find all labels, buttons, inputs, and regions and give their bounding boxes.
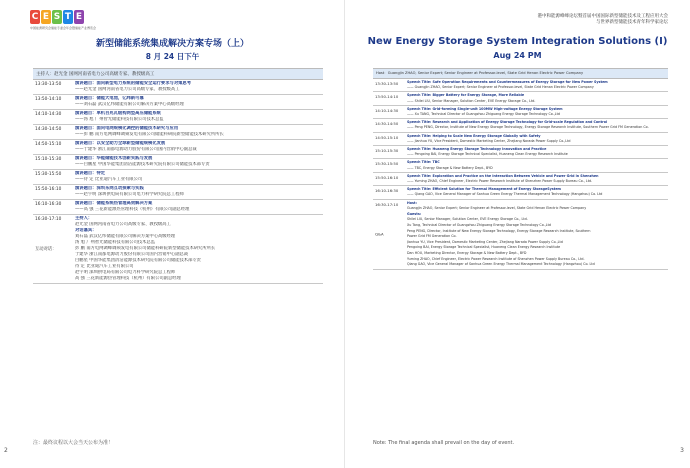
page-number: 3 (680, 447, 684, 454)
conference-header-line1: 港中和能源峰峰论坛暨首届中国国际新型储能技术及工程应用大会 (537, 14, 668, 19)
qa-heading: 主持人： (75, 216, 93, 221)
page-number: 2 (4, 447, 8, 454)
speech-title: 演讲题目：面向新型电力系统的储能安全运行要求与对策思考 (75, 81, 192, 86)
qa-time: 16:30-17:10 (35, 217, 62, 222)
agenda-row (373, 159, 668, 172)
page-title: 新型储能系统集成解决方案专场（上） (95, 39, 249, 49)
qa-participant: 高 强 三花新能源热管理科技（杭州）有限公司副总经理 (75, 276, 181, 281)
speech-title: Speech Title: Exploration and Practice on the Interaction Between Vehicle and Power Grid in Shenzhen (407, 173, 599, 178)
ceste-logo (30, 10, 97, 36)
speech-title: Speech Title: Grid-forming Single-unit 100MW High-voltage Energy Storage System (407, 106, 563, 111)
agenda-row (33, 125, 323, 140)
speaker: ——赵光金 国网河南省电力公司高级专家、教授级高工 (75, 87, 180, 92)
speech-title: Speech Title: Safe Operation Requirements and Countermeasures of Energy Storage for New Power System (407, 80, 608, 84)
speech-title: 演讲题目：储能大电池，亿纬新可靠 (75, 96, 144, 101)
agenda-time: 14:30-14:50 (35, 127, 62, 132)
speech-title: Speech Title: Research and Application of Energy Storage Technology for Grid-scale Regulation and Control (407, 120, 608, 125)
qa-participant: 赵宇明 深圳供电局有限公司电力科学研究院总工程师 (75, 270, 176, 275)
agenda-time: 13:30-13:50 (375, 81, 399, 86)
conference-header (538, 14, 669, 26)
agenda-time: 15:30-15:50 (35, 172, 62, 177)
host-row: Host：Guangjin ZHAO, Senior Expert; Senior Engineer at Professor-level, State Grid Henan Electric Power Company (373, 69, 668, 79)
qa-label: Q&A (375, 231, 384, 237)
speaker: —— Shilei LIU, Senior Manager, Solution Center, EVE Energy Storage Co., Ltd. (407, 98, 536, 103)
agenda-time: 13:30-13:50 (35, 82, 62, 87)
agenda-content (405, 173, 668, 185)
logo-letter: E (75, 12, 83, 22)
speaker: ——白鹏星 中国华能集团清洁能源技术研究院有限公司储能技术部专责 (75, 162, 210, 167)
agenda-content (405, 119, 668, 131)
agenda-content (73, 170, 323, 184)
agenda-row (373, 133, 668, 146)
speech-title: 演讲题目：面向电网规模化调控的储能技术研究与应用 (75, 126, 179, 131)
agenda-row (33, 155, 323, 170)
agenda-content (405, 159, 668, 171)
agenda-content (405, 92, 668, 104)
speech-title: Speech Title: Efficient Solution for Thermal Management of Energy StorageSystem (407, 187, 561, 192)
agenda-content (405, 146, 668, 158)
agenda-row (33, 80, 323, 95)
speaker: —— Yuming ZHAO, Chief Engineer, Electric Power Research Institute of Shenzhen Power Supply Bureau Co., Ltd. (407, 179, 593, 184)
qa-heading: Host: (407, 200, 417, 205)
speech-title: 演讲题目：单机百兆瓦级构网型高压储能系统 (75, 111, 161, 116)
speaker: ——赵宇明 深圳供电局有限公司电力科学研究院总工程师 (75, 192, 184, 197)
agenda-content (405, 79, 668, 91)
agenda-content (73, 95, 323, 109)
footnote: 注：最终议程以大会当天公布为准！ (33, 440, 114, 446)
agenda-content (73, 200, 323, 214)
agenda-time: 14:50-15:10 (375, 134, 399, 140)
speaker: —— Peng PENG, Director, Institute of New Energy Storage Technology, Energy Storage Research Institute, Southern Power Grid FM Generation Co. (407, 125, 649, 130)
agenda-time: 15:10-15:30 (375, 148, 399, 154)
qa-label-cell (373, 200, 405, 269)
agenda-time: 14:10-14:30 (35, 112, 62, 117)
agenda-content (73, 155, 323, 169)
agenda-time: 13:50-14:10 (375, 94, 399, 100)
qa-time: 16:30-17:10 (375, 201, 399, 207)
agenda-table (373, 68, 668, 270)
agenda-rows (373, 79, 668, 200)
agenda-row (373, 119, 668, 132)
agenda-time: 14:30-14:50 (375, 121, 399, 127)
agenda-content (73, 140, 323, 154)
qa-participant: 赵光金 国网河南省电力公司高级专家、教授级高工 (75, 222, 171, 227)
speaker: ——高 强 三花新能源热管理科技（杭州）有限公司副总经理 (75, 207, 190, 212)
logo-letters (30, 10, 86, 24)
agenda-content (73, 125, 323, 139)
qa-participant: Xu Tang, Technical Director of Guangzhou Zhiguang Energy Storage Technology Co.,Ltd (407, 223, 552, 228)
qa-participant: Jianhua YU, Vice President, Domestic Marketing Center, Zhejiang Narada Power Supply Co.,Ltd (407, 239, 563, 244)
qa-participant: Qiang GAO, Vice General Manager of Sanhua Green Energy Thermal Management Technology (Hangzhou) Co. Ltd (407, 262, 595, 267)
agenda-row (373, 79, 668, 92)
agenda-content (73, 110, 323, 124)
agenda-time: 16:10-16:30 (35, 202, 62, 207)
logo-letter: C (31, 12, 39, 22)
qa-label: 互动对话： (35, 247, 57, 252)
speaker: ——于建华 浙江南都电源动力股份有限公司国内营销中心副总裁 (75, 147, 197, 152)
logo-letter: T (64, 12, 72, 22)
speech-title: Speech Title: Helping to Scale New Energy Storage Globally with Safety (407, 133, 541, 138)
agenda-row (33, 185, 323, 200)
qa-participant: Power Grid FM Generation Co. (407, 234, 457, 239)
agenda-row (33, 200, 323, 215)
qa-participant: Shilei LIU, Senior Manager, Solution Center, EVE Energy Storage Co., Ltd. (407, 217, 528, 222)
agenda-time: 15:50-16:10 (35, 187, 62, 192)
agenda-rows (33, 80, 323, 215)
speech-title: 演讲题目：储能系统热管理高效解决方案 (75, 201, 153, 206)
speech-title: 演讲题目：待定 (75, 171, 106, 176)
agenda-row (33, 140, 323, 155)
qa-label-cell (33, 215, 73, 283)
qa-heading: 对话嘉宾： (75, 228, 97, 233)
agenda-time: 14:50-15:10 (35, 142, 62, 147)
agenda-content (405, 186, 668, 198)
qa-participant: Guangjin ZHAO, Senior Expert; Senior Engineer at Professor-level, State Grid Henan Electric Power Company (407, 206, 587, 211)
speech-title: Speech Title: Huaneng Energy Storage Technology Innovation and Practice (407, 147, 547, 152)
agenda-content (73, 80, 323, 94)
speech-title: Speech Title: TBC (407, 160, 440, 165)
footnote: Note: The final agenda shall prevail on the day of event. (373, 440, 515, 446)
qa-participant: Pengxing BAI, Energy Storage Technical Specialist, Huaneng Clean Energy Research Institute (407, 245, 561, 250)
qa-heading: Guests: (407, 211, 422, 216)
agenda-content (405, 133, 668, 145)
qa-participant: 于建华 浙江南都电源动力股份有限公司国内营销中心副总裁 (75, 252, 189, 257)
session-date: Aug 24 PM (493, 51, 542, 60)
speaker: ——彭 鹏 南方电网调峰调频发电有限公司储能科研院新型储能技术研究所所长 (75, 132, 224, 137)
speaker: —— Qiang GAO, Vice General Manager of Sanhua Green Energy Thermal Management Technology (Hangzhou) Co. Ltd (407, 192, 603, 197)
speech-title: Speech Title: Bigger Battery for Energy Storage, More Reliable (407, 93, 525, 98)
qa-participant: 待 定 比亚迪汽车工业有限公司 (75, 264, 134, 269)
logo-letter: S (53, 12, 61, 22)
qa-participant: Peng PENG, Director, Institute of New Energy Storage Technology, Energy Storage Research Institute, Southern (407, 228, 591, 233)
host-row: 主持人：赵光金 国网河南省电力公司高级专家、教授级高工 (33, 69, 323, 80)
agenda-row (373, 173, 668, 186)
agenda-content (405, 106, 668, 118)
speaker: —— Guangjin ZHAO, Senior Expert; Senior Engineer at Professor-level, State Grid Henan Electric Power Company (407, 85, 594, 90)
page-title: New Energy Storage System Integration Solutions (I) (367, 36, 668, 47)
session-date: 8 月 24 日下午 (145, 52, 200, 61)
logo-letter: E (42, 12, 50, 22)
agenda-table (33, 68, 323, 284)
speaker: —— Xu TANG, Technical Director of Guangzhou Zhiguang Energy Storage Technology Co.,Ltd (407, 112, 561, 117)
speaker: —— Jianhua YU, Vice President, Domestic Marketing Center, Zhejiang Narada Power Supply Co.,Ltd (407, 138, 571, 143)
qa-row (33, 215, 323, 284)
agenda-time: 14:10-14:30 (375, 107, 399, 113)
qa-participant: Dan HOU, Marketing Director, Energy Storage & New Battery Dept., BYD (407, 251, 527, 255)
speaker: —— TBC, Energy Storage & New Battery Dept., BYD (407, 165, 493, 170)
agenda-time: 13:50-14:10 (35, 97, 62, 102)
speaker: —— Pengxing BAI, Energy Storage Technical Specialist, Huaneng Clean Energy Research Institute (407, 152, 568, 157)
agenda-time: 15:50-16:10 (375, 174, 399, 180)
agenda-row (373, 106, 668, 119)
qa-content (405, 200, 668, 269)
speech-title: 演讲题目：华能储能技术创新实践与发展 (75, 156, 153, 161)
qa-row (373, 200, 668, 270)
agenda-row (373, 186, 668, 199)
agenda-row (33, 95, 323, 110)
qa-participant: Yuming ZHAO, Chief Engineer, Electric Power Research Institute of Shenzhen Power Supply Bureau Co., Ltd. (407, 256, 585, 261)
right-page (345, 0, 690, 468)
agenda-time: 15:10-15:30 (35, 157, 62, 162)
agenda-time: 16:10-16:30 (375, 188, 399, 194)
speech-title: 演讲题目：以安全助力全球新型储能规模化发展 (75, 141, 166, 146)
qa-participant: 汤 旭 广州智光储能科技有限公司技术总监 (75, 240, 156, 245)
agenda-row (373, 146, 668, 159)
qa-participant: 白鹏星 中国华能集团清洁能源技术研究院有限公司储能技术部专责 (75, 258, 201, 263)
logo-subtitle: 中国能源研究会储能专委会年会暨储能产业博览会 (30, 26, 97, 30)
agenda-row (33, 110, 323, 125)
speaker: ——待 定 比亚迪汽车工业有限公司 (75, 177, 143, 182)
agenda-content (73, 185, 323, 199)
agenda-row (373, 92, 668, 105)
qa-content (73, 215, 323, 283)
agenda-time: 15:30-15:50 (375, 161, 399, 167)
agenda-row (33, 170, 323, 185)
conference-header-line2: 与世界新型储能技术青年科学家论坛 (596, 20, 668, 25)
speaker: ——刘石磊 武汉亿纬储能有限公司解决方案中心高级经理 (75, 102, 184, 107)
qa-participant: 彭 鹏 南方电网调峰调频发电有限公司储能科研院新型储能技术研究所所长 (75, 246, 216, 251)
qa-participant: 刘石磊 武汉亿纬储能有限公司解决方案中心高级经理 (75, 234, 176, 239)
speech-title: 演讲题目：深圳东网互动探索与实践 (75, 186, 144, 191)
speaker: ——汤 旭 广州智光储能科技有限公司技术总监 (75, 117, 164, 122)
